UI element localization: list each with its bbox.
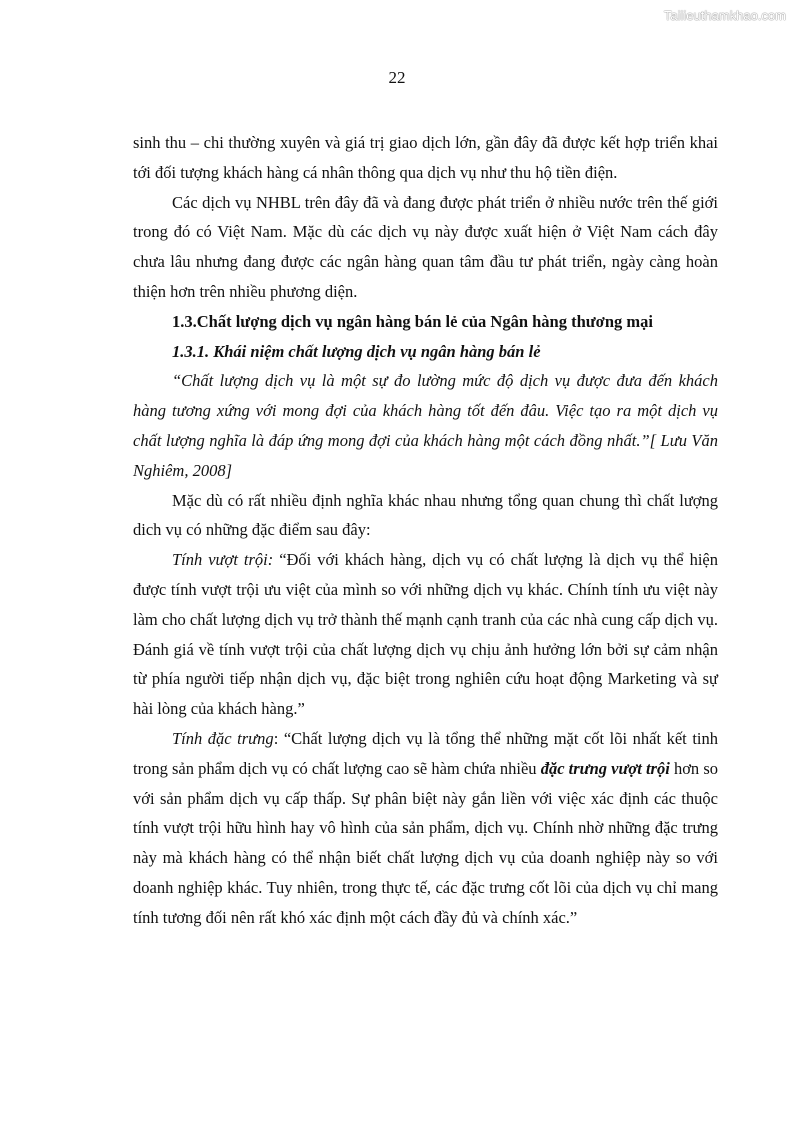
specificity-text-b: hơn so với sản phẩm dịch vụ cấp thấp. Sự phân biệt này gắn liền với việc xác định các thuộc tính vượt trội hữu hình hay vô hình của sản phẩm, dịch vụ. Chính nhờ những đặc trưng này mà khách hàng có thể nhận biết chất lượng dịch vụ của doanh nghiệp này so với doanh nghiệp khác. Tuy nhiên, trong thực tế, các đặc trưng cốt lõi của dịch vụ chỉ mang tính tương đối nên rất khó xác định một cách đầy đủ và chính xác.” — [133, 758, 718, 927]
subsection-heading-1-3-1: 1.3.1. Khái niệm chất lượng dịch vụ ngân hàng bán lẻ — [172, 341, 541, 361]
watermark: Tailieuthamkhao.com — [663, 8, 786, 23]
paragraph-characteristics-intro: Mặc dù có rất nhiều định nghĩa khác nhau nhưng tổng quan chung thì chất lượng dich vụ có những đặc điểm sau đây: — [133, 490, 718, 540]
paragraph-specificity — [133, 724, 718, 933]
specificity-emphasis: đặc trưng vượt trội — [540, 758, 670, 778]
document-body — [133, 128, 718, 933]
term-specificity: Tính đặc trưng — [172, 728, 274, 748]
page-number: 22 — [388, 68, 406, 87]
quote-definition: “Chất lượng dịch vụ là một sự đo lường mức độ dịch vụ được đưa đến khách hàng tương xứng với mong đợi của khách hàng tốt đến đâu. Việc tạo ra một dịch vụ chất lượng nghĩa là đáp ứng mong đợi của khách hàng một cách đồng nhất.”[ Lưu Văn Nghiêm, 2008] — [133, 371, 718, 480]
paragraph-continuation: sinh thu – chi thường xuyên và giá trị giao dịch lớn, gần đây đã được kết hợp triển khai tới đối tượng khách hàng cá nhân thông qua dịch vụ như thu hộ tiền điện. — [133, 133, 718, 182]
paragraph-superiority — [133, 545, 718, 724]
superiority-text: “Đối với khách hàng, dịch vụ có chất lượng là dịch vụ thể hiện được tính vượt trội ưu việt của mình so với những dịch vụ khác. Chính tính ưu việt này làm cho chất lượng dịch vụ trở thành thế mạnh cạnh tranh của các nhà cung cấp dịch vụ. Đánh giá về tính vượt trội của chất lượng dịch vụ chịu ảnh hưởng lớn bởi sự cảm nhận từ phía người tiếp nhận dịch vụ, đặc biệt trong nghiên cứu hoạt động Marketing và sự hài lòng của khách hàng.” — [133, 550, 718, 719]
section-heading-1-3: 1.3.Chất lượng dịch vụ ngân hàng bán lẻ của Ngân hàng thương mại — [172, 311, 653, 331]
specificity-text-a: : “Chất lượng dịch vụ là tổng thể những mặt cốt lõi nhất kết tinh trong sản phẩm dịch vụ có chất lượng cao sẽ hàm chứa nhiều — [133, 728, 718, 778]
paragraph-nhbl-services: Các dịch vụ NHBL trên đây đã và đang được phát triển ở nhiều nước trên thế giới trong đó có Việt Nam. Mặc dù các dịch vụ này được xuất hiện ở Việt Nam cách đây chưa lâu nhưng đang được các ngân hàng quan tâm đầu tư phát triển, ngày càng hoàn thiện hơn trên nhiều phương diện. — [133, 192, 718, 301]
term-superiority: Tính vượt trội: — [172, 550, 274, 570]
